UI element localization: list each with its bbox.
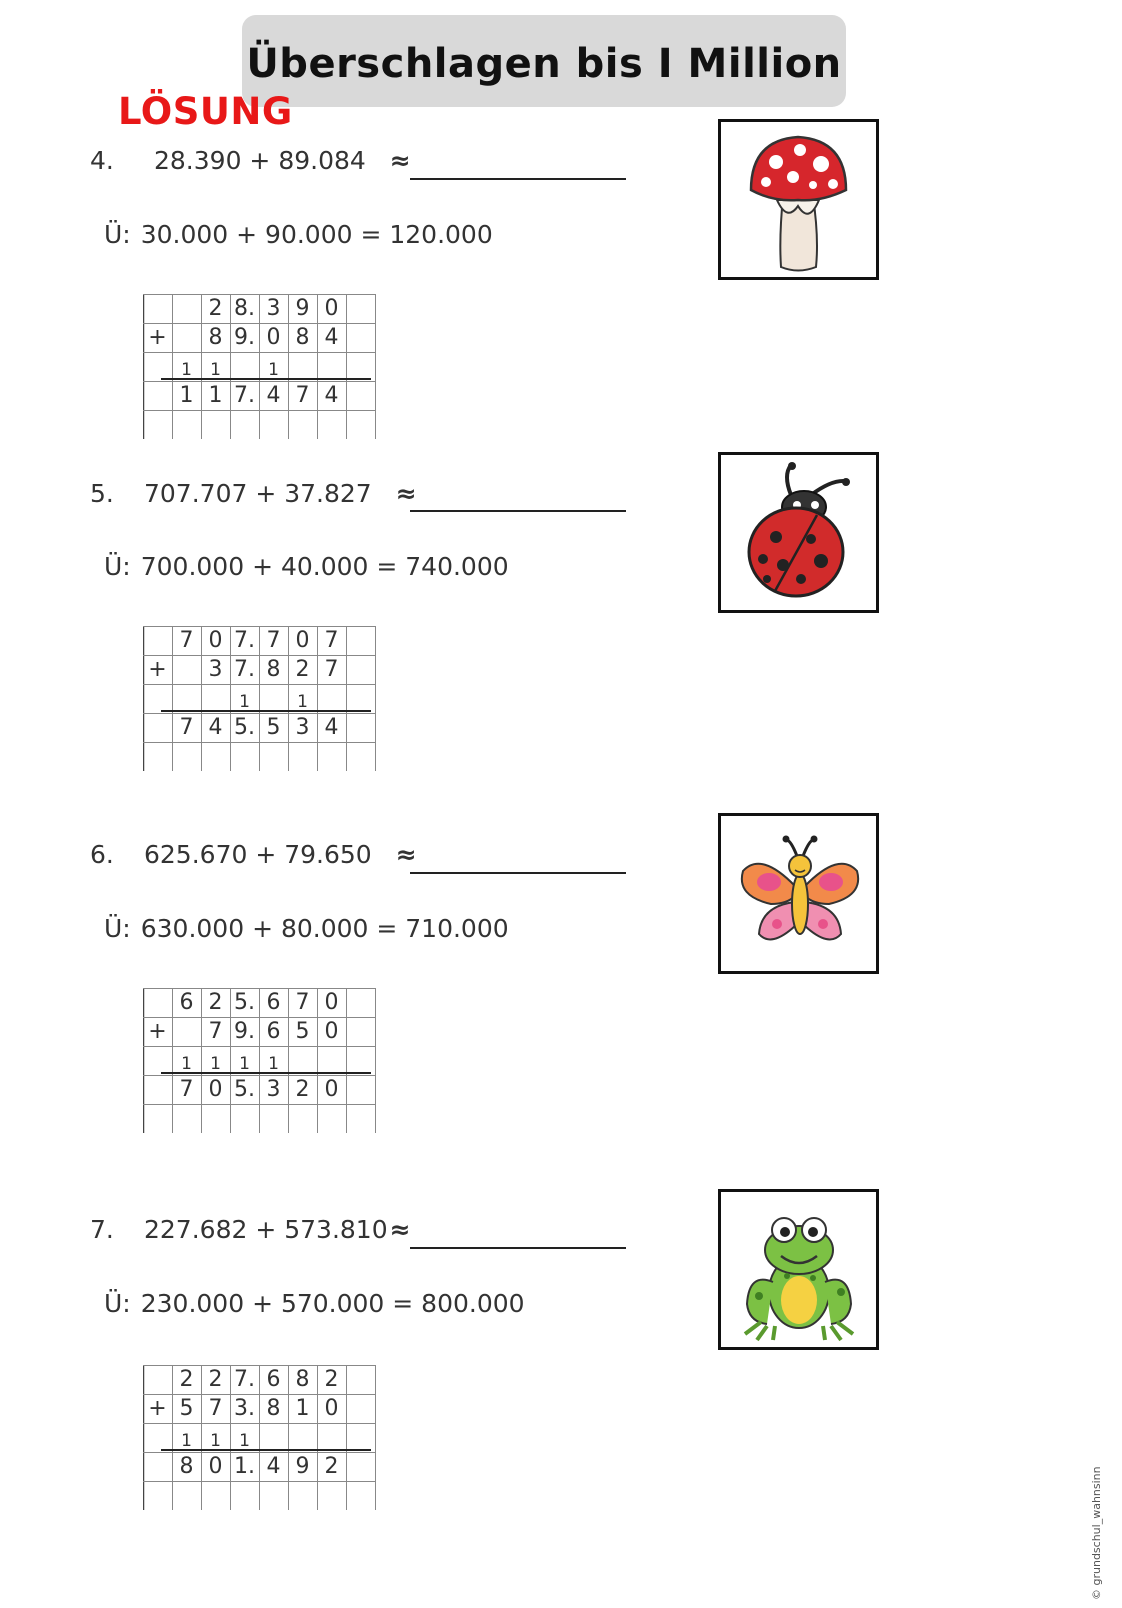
answer-line[interactable] — [410, 1247, 626, 1249]
task-line — [90, 140, 411, 180]
task-line — [90, 1209, 411, 1249]
addend-digit: 0 — [324, 1396, 339, 1421]
addend-digit: 8 — [266, 657, 281, 682]
addend-digit: 6 — [266, 1367, 281, 1392]
estimate-label: Ü: — [104, 551, 131, 581]
task-number: 7. — [90, 1214, 114, 1244]
addend-digit: 9. — [234, 325, 255, 350]
answer-line[interactable] — [410, 510, 626, 512]
addend-digit: 8 — [295, 325, 310, 350]
addend-digit: 5. — [234, 990, 255, 1015]
addend-digit: 0 — [295, 628, 310, 653]
sum-digit: 5. — [234, 1077, 255, 1102]
page-title: Überschlagen bis I Million — [246, 41, 842, 87]
addend-digit: 0 — [208, 628, 223, 653]
task-line — [90, 834, 417, 874]
carry-digit: 1 — [239, 1431, 250, 1451]
addend-digit: 8 — [295, 1367, 310, 1392]
addend-digit: 2 — [324, 1367, 339, 1392]
task-line — [90, 473, 417, 513]
sum-digit: 4 — [324, 715, 339, 740]
addend-digit: 7 — [266, 628, 281, 653]
addition-grid — [143, 294, 383, 444]
sum-digit: 7 — [179, 1077, 194, 1102]
task-expression: 625.670 + 79.650 — [144, 839, 372, 869]
addend-digit: 7 — [179, 628, 194, 653]
addend-digit: 7. — [234, 1367, 255, 1392]
addend-digit: 6 — [266, 990, 281, 1015]
addend-digit: + — [148, 325, 167, 350]
carry-digit: 1 — [297, 692, 308, 712]
estimate-label: Ü: — [104, 913, 131, 943]
task-number: 4. — [90, 145, 114, 175]
addend-digit: 2 — [208, 990, 223, 1015]
addend-digit: 4 — [324, 325, 339, 350]
addend-digit: + — [148, 657, 167, 682]
sum-digit: 3 — [266, 1077, 281, 1102]
sum-digit: 9 — [295, 1454, 310, 1479]
title-banner — [242, 15, 846, 107]
estimate-text: 700.000 + 40.000 = 740.000 — [140, 551, 509, 581]
addend-digit: 7 — [324, 657, 339, 682]
estimate-text: 630.000 + 80.000 = 710.000 — [140, 913, 509, 943]
frog-icon — [721, 1192, 876, 1347]
ladybug-picture — [718, 452, 879, 613]
addend-digit: 5 — [179, 1396, 194, 1421]
approx-symbol: ≈ — [395, 839, 417, 869]
addend-digit: 8 — [266, 1396, 281, 1421]
addend-digit: 7 — [324, 628, 339, 653]
carry-digit: 1 — [210, 1054, 221, 1074]
carry-digit: 1 — [181, 1431, 192, 1451]
carry-digit: 1 — [210, 1431, 221, 1451]
addend-digit: 2 — [295, 657, 310, 682]
sum-digit: 0 — [208, 1077, 223, 1102]
sum-digit: 2 — [295, 1077, 310, 1102]
sum-digit: 0 — [324, 1077, 339, 1102]
mushroom-icon — [721, 122, 876, 277]
estimate-line — [104, 546, 509, 586]
task-expression: 28.390 + 89.084 — [154, 145, 366, 175]
sum-digit: 5. — [234, 715, 255, 740]
sum-digit: 1. — [234, 1454, 255, 1479]
addend-digit: 9 — [295, 296, 310, 321]
addend-digit: 6 — [179, 990, 194, 1015]
addend-digit: 7 — [208, 1019, 223, 1044]
addition-grid — [143, 988, 383, 1138]
estimate-line — [104, 908, 509, 948]
addend-digit: 7 — [208, 1396, 223, 1421]
carry-digit: 1 — [210, 360, 221, 380]
butterfly-icon — [721, 816, 876, 971]
addition-grid — [143, 626, 383, 776]
approx-symbol: ≈ — [395, 478, 417, 508]
sum-digit: 5 — [266, 715, 281, 740]
butterfly-picture — [718, 813, 879, 974]
sum-digit: 7 — [179, 715, 194, 740]
carry-digit: 1 — [239, 692, 250, 712]
addend-digit: 7. — [234, 628, 255, 653]
addend-digit: 3 — [208, 657, 223, 682]
sum-digit: 8 — [179, 1454, 194, 1479]
addend-digit: 7. — [234, 657, 255, 682]
task-expression: 227.682 + 573.810 — [144, 1214, 388, 1244]
addend-digit: + — [148, 1019, 167, 1044]
solution-label: LÖSUNG — [118, 90, 293, 133]
frog-picture — [718, 1189, 879, 1350]
addend-digit: 0 — [266, 325, 281, 350]
addend-digit: 0 — [324, 1019, 339, 1044]
addend-digit: 3. — [234, 1396, 255, 1421]
ladybug-icon — [721, 455, 876, 610]
addition-grid — [143, 1365, 383, 1515]
sum-digit: 7. — [234, 383, 255, 408]
approx-symbol: ≈ — [389, 1214, 411, 1244]
addend-digit: 7 — [295, 990, 310, 1015]
estimate-label: Ü: — [104, 219, 131, 249]
approx-symbol: ≈ — [389, 145, 411, 175]
addend-digit: 1 — [295, 1396, 310, 1421]
carry-digit: 1 — [239, 1054, 250, 1074]
addend-digit: 0 — [324, 990, 339, 1015]
estimate-text: 230.000 + 570.000 = 800.000 — [140, 1288, 525, 1318]
mushroom-picture — [718, 119, 879, 280]
sum-digit: 0 — [208, 1454, 223, 1479]
answer-line[interactable] — [410, 872, 626, 874]
sum-digit: 2 — [324, 1454, 339, 1479]
sum-digit: 1 — [179, 383, 194, 408]
answer-line[interactable] — [410, 178, 626, 180]
sum-digit: 4 — [266, 1454, 281, 1479]
addend-digit: 9. — [234, 1019, 255, 1044]
addend-digit: 6 — [266, 1019, 281, 1044]
sum-digit: 4 — [324, 383, 339, 408]
estimate-line — [104, 1283, 525, 1323]
carry-digit: 1 — [181, 360, 192, 380]
task-expression: 707.707 + 37.827 — [144, 478, 372, 508]
addend-digit: 5 — [295, 1019, 310, 1044]
estimate-line — [104, 214, 493, 254]
estimate-text: 30.000 + 90.000 = 120.000 — [140, 219, 493, 249]
sum-digit: 4 — [208, 715, 223, 740]
sum-digit: 1 — [208, 383, 223, 408]
sum-digit: 4 — [266, 383, 281, 408]
task-number: 6. — [90, 839, 114, 869]
addend-digit: 2 — [179, 1367, 194, 1392]
addend-digit: + — [148, 1396, 167, 1421]
task-number: 5. — [90, 478, 114, 508]
addend-digit: 0 — [324, 296, 339, 321]
addend-digit: 3 — [266, 296, 281, 321]
copyright-note: © grundschul_wahnsinn — [1090, 1466, 1103, 1600]
carry-digit: 1 — [268, 1054, 279, 1074]
addend-digit: 2 — [208, 1367, 223, 1392]
estimate-label: Ü: — [104, 1288, 131, 1318]
addend-digit: 2 — [208, 296, 223, 321]
sum-digit: 7 — [295, 383, 310, 408]
addend-digit: 8. — [234, 296, 255, 321]
sum-digit: 3 — [295, 715, 310, 740]
addend-digit: 8 — [208, 325, 223, 350]
carry-digit: 1 — [268, 360, 279, 380]
carry-digit: 1 — [181, 1054, 192, 1074]
